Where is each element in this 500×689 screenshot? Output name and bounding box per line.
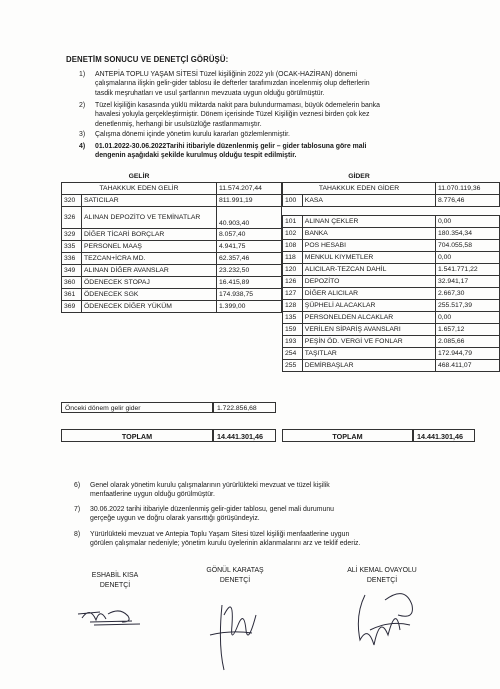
income-row-code: 335 (62, 241, 82, 253)
income-row-value: 4.941,75 (217, 241, 282, 253)
expense-row-code: 135 (283, 312, 303, 324)
income-row-name: ÖDENECEK DİĞER YÜKÜM (82, 301, 217, 313)
expense-row-name: DEMİRBAŞLAR (302, 360, 435, 372)
expense-row-value: 180.354,34 (435, 228, 499, 240)
expense-row-value: 0,00 (435, 252, 499, 264)
paragraph-1 (79, 70, 445, 98)
income-row-code: 320 (62, 195, 82, 207)
expense-row-value: 0,00 (435, 216, 499, 228)
expense-row-code: 126 (283, 276, 303, 288)
paragraph-3 (79, 130, 445, 139)
income-row-value: 11.574.207,44 (217, 183, 282, 195)
income-row-name: ALINAN DİĞER AVANSLAR (82, 265, 217, 277)
expense-row-code: 159 (283, 324, 303, 336)
signature-block-2 (195, 566, 275, 586)
paragraph-number: 6) (74, 482, 81, 489)
income-row-value: 174.938,75 (217, 289, 282, 301)
income-row-value: 811.991,19 (217, 195, 282, 207)
expense-row-name: DİĞER ALICILAR (302, 288, 435, 300)
signatory-role: DENETÇİ (366, 577, 398, 584)
income-total-label: TOPLAM (61, 429, 213, 442)
paragraph-line: görülen çalışmalar nedeniyle; yönetim kurulu üyelerinin aklanmalarını arz ve teklif ederiz. (90, 540, 361, 548)
income-row-name: TEZCAN+İCRA MD. (82, 253, 217, 265)
paragraph-line: Genel olarak yönetim kurulu çalışmalarının yürürlükteki mevzuat ve tüzel kişilik (90, 482, 330, 489)
expense-row-value: 1.541.771,22 (435, 264, 499, 276)
income-row-name: PERSONEL MAAŞ (82, 241, 217, 253)
signature-block-3 (332, 566, 432, 586)
paragraph-line: Yürürlükteki mevzuat ve Antepia Toplu Yaşam Sitesi tüzel kişiliği menfaatlerine uygun (90, 531, 350, 538)
expense-row-value: 32.941,17 (435, 276, 499, 288)
paragraph-line: gerçeğe uygun ve doğru olarak yansıttığı görüşündeyiz. (90, 515, 260, 523)
expense-row-name: VERİLEN SİPARİŞ AVANSLARI (302, 324, 435, 336)
signatory-name: GÖNÜL KARATAŞ (206, 567, 264, 574)
expense-row-code: 118 (283, 252, 303, 264)
expense-row-code: 127 (283, 288, 303, 300)
expense-row-name: TAŞITLAR (302, 348, 435, 360)
income-row-name: ALINAN DEPOZİTO VE TEMİNATLAR (82, 207, 217, 229)
expense-row-value: 172.944,79 (435, 348, 499, 360)
paragraph-line: çalışmalarına ilişkin gelir-gider tablosu ile defterler tarafımızdan incelenmiş olup defterlerin (95, 80, 370, 88)
income-table (61, 172, 282, 313)
expense-total-value: 14.441.301,46 (413, 429, 475, 442)
report-heading: DENETİM SONUCU VE DENETÇİ GÖRÜŞÜ: (66, 55, 229, 64)
expense-row-code: 254 (283, 348, 303, 360)
paragraph-number: 1) (79, 71, 86, 78)
signatory-name: ALİ KEMAL OVAYOLU (347, 567, 417, 574)
previous-period-label: Önceki dönem gelir gider (61, 402, 213, 413)
expense-row-value: 8.776,46 (435, 195, 499, 207)
paragraph-2 (79, 101, 445, 129)
expense-row-code: 128 (283, 300, 303, 312)
income-row-code: 349 (62, 265, 82, 277)
signatory-role: DENETÇİ (219, 577, 251, 584)
paragraph-line: 30.06.2022 tarihi itibariyle düzenlenmiş gelir-gider tablosu, genel mali durumunu (90, 506, 334, 513)
expense-row-name: TAHAKKUK EDEN GİDER (283, 183, 436, 195)
signatory-name: ESHABİL KISA (91, 572, 139, 579)
paragraph-number: 8) (74, 531, 81, 538)
expense-row-code: 193 (283, 336, 303, 348)
income-row-name: ÖDENECEK STOPAJ (82, 277, 217, 289)
expense-row-name: DEPOZİTO (302, 276, 435, 288)
expense-row-value: 2.667,30 (435, 288, 499, 300)
expense-table (282, 172, 500, 372)
paragraph-line: havalesi yoluyla gerçekleştirmiştir. Dönem içerisinde Tüzel Kişiliğin veznesi birden çok kez (95, 111, 370, 119)
expense-row-name: PEŞİN ÖD. VERGİ VE FONLAR (302, 336, 435, 348)
income-row-code: 336 (62, 253, 82, 265)
expense-row-value: 1.657,12 (435, 324, 499, 336)
signature-block-1 (80, 571, 150, 591)
expense-row-name: BANKA (302, 228, 435, 240)
income-row-code: 329 (62, 229, 82, 241)
expense-row-value: 0,00 (435, 312, 499, 324)
income-total-value: 14.441.301,46 (213, 429, 276, 442)
income-row-name: SATICILAR (82, 195, 217, 207)
expense-row-name: ALICILAR-TEZCAN DAHİL (302, 264, 435, 276)
handwritten-signature-2 (200, 585, 270, 675)
expense-row-code: 108 (283, 240, 303, 252)
expense-row-name: MENKUL KIYMETLER (302, 252, 435, 264)
expense-row-code: 101 (283, 216, 303, 228)
paragraph-line: ANTEPİA TOPLU YAŞAM SİTESİ Tüzel kişiliğinin 2022 yılı (OCAK-HAZİRAN) dönemi (95, 71, 358, 78)
handwritten-signature-3 (340, 585, 430, 665)
income-row-name: TAHAKKUK EDEN GELİR (62, 183, 217, 195)
expense-row-code: 100 (283, 195, 303, 207)
income-title: GELİR (128, 173, 150, 180)
income-row-code: 326 (62, 207, 82, 229)
expense-row-code: 120 (283, 264, 303, 276)
income-row-value: 40.903,40 (217, 207, 282, 229)
expense-row-value: 2.085,66 (435, 336, 499, 348)
paragraph-line: 01.01.2022-30.06.2022Tarihi itibariyle düzenlenmiş gelir – gider tablosuna göre mali (95, 143, 367, 150)
expense-row-code: 102 (283, 228, 303, 240)
expense-row-name: PERSONELDEN ALCAKLAR (302, 312, 435, 324)
income-row-value: 23.232,50 (217, 265, 282, 277)
income-row-value: 62.357,46 (217, 253, 282, 265)
paragraph-7 (74, 505, 450, 524)
income-row-value: 16.415,89 (217, 277, 282, 289)
paragraph-number: 3) (79, 131, 86, 138)
expense-row-value: 11.070.119,36 (435, 183, 499, 195)
expense-title: GİDER (348, 173, 370, 180)
paragraph-number: 4) (79, 143, 86, 150)
paragraph-line: Çalışma dönemi içinde yönetim kurulu kararları gözlemlenmiştir. (95, 131, 290, 138)
income-row-name: DİĞER TİCARİ BORÇLAR (82, 229, 217, 241)
paragraph-4 (79, 142, 445, 161)
expense-row-name: ALINAN ÇEKLER (302, 216, 435, 228)
handwritten-signature-1 (70, 592, 150, 632)
expense-row-value: 704.055,58 (435, 240, 499, 252)
expense-row-code: 255 (283, 360, 303, 372)
income-row-code: 360 (62, 277, 82, 289)
income-row-code: 361 (62, 289, 82, 301)
paragraph-line: denetlenmiş, herhangi bir usulsüzlüğe rastlanmamıştır. (95, 120, 262, 128)
expense-row-name: POS HESABI (302, 240, 435, 252)
income-row-code: 369 (62, 301, 82, 313)
income-row-name: ÖDENECEK SGK (82, 289, 217, 301)
previous-period-value: 1.722.856,68 (213, 402, 276, 413)
paragraph-number: 2) (79, 102, 86, 109)
income-row-value: 8.057,40 (217, 229, 282, 241)
paragraph-line: dengenin aşağıdaki şekilde kurulmuş olduğu tespit edilmiştir. (95, 152, 297, 160)
paragraph-8 (74, 530, 460, 549)
income-row-value: 1.399,00 (217, 301, 282, 313)
expense-row-value: 468.411,07 (435, 360, 499, 372)
paragraph-line: tasdik meşruhatları ve usul şartlarının mevzuata uygun olduğu görülmüştür. (95, 89, 325, 97)
expense-row-value: 255.517,39 (435, 300, 499, 312)
expense-row-name: KASA (302, 195, 435, 207)
paragraph-number: 7) (74, 506, 81, 513)
expense-row-name: ŞÜPHELİ ALACAKLAR (302, 300, 435, 312)
expense-total-label: TOPLAM (282, 429, 413, 442)
paragraph-6 (74, 481, 450, 500)
paragraph-line: menfaatlerine uygun olduğu görülmüştür. (90, 491, 215, 499)
paragraph-line: Tüzel kişiliğin kasasında yüklü miktarda nakit para bulundurmaması, büyük ödemelerin banka (95, 102, 380, 109)
signatory-role: DENETÇİ (99, 582, 131, 589)
